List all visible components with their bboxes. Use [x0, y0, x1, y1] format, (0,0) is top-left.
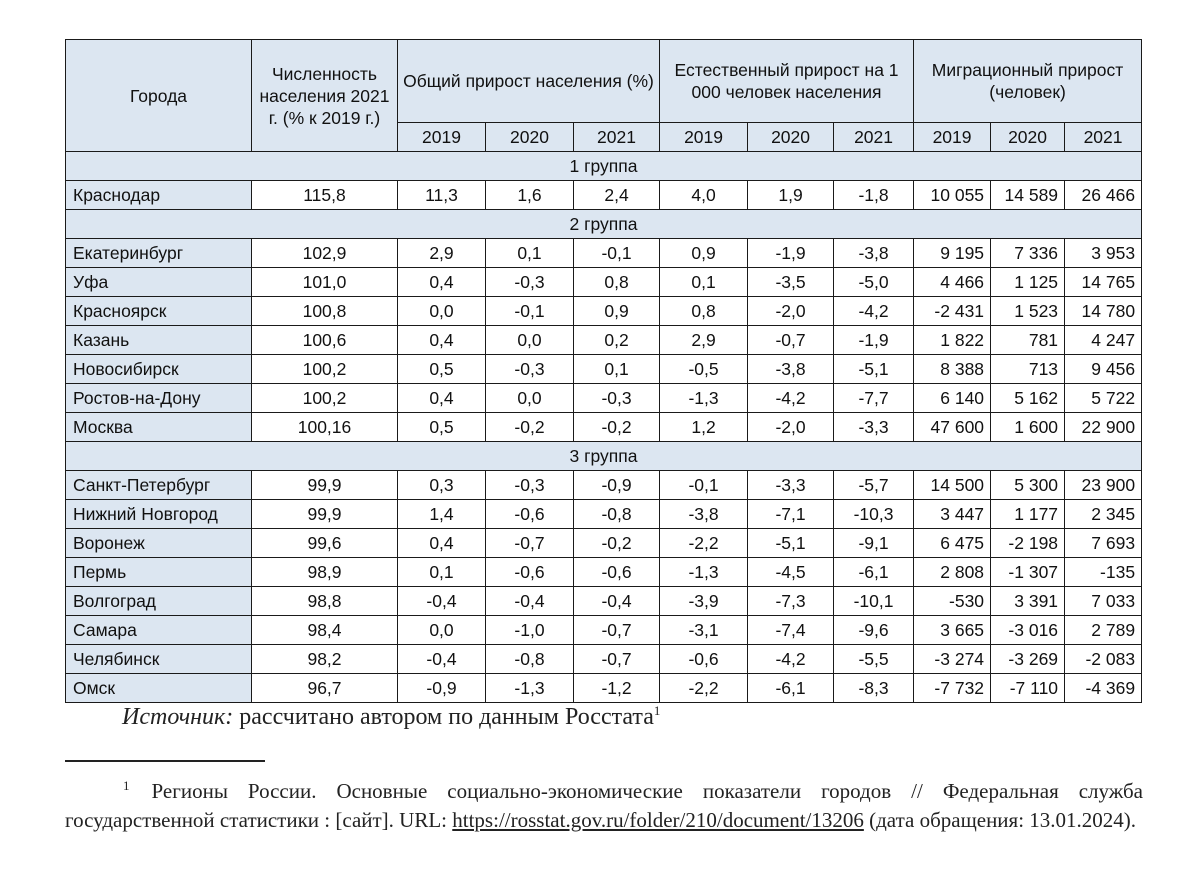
value-cell: 98,9 [252, 558, 398, 587]
value-cell: -1,9 [748, 239, 834, 268]
value-cell: -1,3 [660, 384, 748, 413]
table-row [66, 674, 1142, 703]
value-cell: -530 [914, 587, 991, 616]
value-cell: -0,6 [486, 500, 574, 529]
group-row [66, 442, 1142, 471]
value-cell: 4 247 [1065, 326, 1142, 355]
population-table [65, 39, 1142, 703]
value-cell: -1,9 [834, 326, 914, 355]
value-cell: -5,7 [834, 471, 914, 500]
value-cell: -0,1 [574, 239, 660, 268]
value-cell: -9,6 [834, 616, 914, 645]
value-cell: 2 808 [914, 558, 991, 587]
value-cell: -3,5 [748, 268, 834, 297]
header-total-growth: Общий прирост населения (%) [398, 40, 660, 123]
city-name-cell: Казань [66, 326, 252, 355]
value-cell: -0,2 [574, 529, 660, 558]
value-cell: 14 765 [1065, 268, 1142, 297]
value-cell: 100,2 [252, 384, 398, 413]
value-cell: 14 780 [1065, 297, 1142, 326]
value-cell: -0,3 [486, 268, 574, 297]
value-cell: -3 016 [991, 616, 1065, 645]
city-name-cell: Краснодар [66, 181, 252, 210]
value-cell: -2,2 [660, 674, 748, 703]
value-cell: 0,0 [398, 297, 486, 326]
value-cell: -7,1 [748, 500, 834, 529]
value-cell: -1,0 [486, 616, 574, 645]
table-row [66, 181, 1142, 210]
city-name-cell: Новосибирск [66, 355, 252, 384]
group-title: 1 группа [66, 152, 1142, 181]
value-cell: -0,4 [574, 587, 660, 616]
value-cell: 713 [991, 355, 1065, 384]
value-cell: -0,6 [660, 645, 748, 674]
value-cell: -0,7 [748, 326, 834, 355]
value-cell: 0,4 [398, 326, 486, 355]
value-cell: -0,9 [398, 674, 486, 703]
value-cell: 0,0 [486, 326, 574, 355]
value-cell: -0,8 [486, 645, 574, 674]
value-cell: 10 055 [914, 181, 991, 210]
value-cell: 0,5 [398, 413, 486, 442]
table-row [66, 297, 1142, 326]
value-cell: 0,4 [398, 384, 486, 413]
table-row [66, 616, 1142, 645]
value-cell: 0,9 [660, 239, 748, 268]
header-year: 2021 [1065, 123, 1142, 152]
value-cell: -3,3 [834, 413, 914, 442]
value-cell: 5 162 [991, 384, 1065, 413]
value-cell: 3 447 [914, 500, 991, 529]
value-cell: 23 900 [1065, 471, 1142, 500]
header-population: Численность населения 2021 г. (% к 2019 г.) [252, 40, 398, 152]
value-cell: -5,1 [748, 529, 834, 558]
value-cell: -7,4 [748, 616, 834, 645]
value-cell: 1 177 [991, 500, 1065, 529]
value-cell: 1,9 [748, 181, 834, 210]
value-cell: 0,0 [398, 616, 486, 645]
table-row [66, 384, 1142, 413]
value-cell: 98,4 [252, 616, 398, 645]
value-cell: 96,7 [252, 674, 398, 703]
value-cell: 781 [991, 326, 1065, 355]
value-cell: 5 722 [1065, 384, 1142, 413]
value-cell: -6,1 [834, 558, 914, 587]
value-cell: 2,4 [574, 181, 660, 210]
value-cell: 99,9 [252, 500, 398, 529]
value-cell: 2 345 [1065, 500, 1142, 529]
value-cell: 100,2 [252, 355, 398, 384]
header-year: 2020 [748, 123, 834, 152]
header-year: 2019 [660, 123, 748, 152]
city-name-cell: Пермь [66, 558, 252, 587]
value-cell: -3 269 [991, 645, 1065, 674]
value-cell: -0,3 [574, 384, 660, 413]
value-cell: -0,8 [574, 500, 660, 529]
value-cell: -0,3 [486, 471, 574, 500]
value-cell: 7 336 [991, 239, 1065, 268]
value-cell: 0,1 [660, 268, 748, 297]
city-name-cell: Челябинск [66, 645, 252, 674]
value-cell: -2 431 [914, 297, 991, 326]
value-cell: 5 300 [991, 471, 1065, 500]
source-text: рассчитано автором по данным Росстата [233, 704, 654, 730]
value-cell: 0,2 [574, 326, 660, 355]
value-cell: -0,5 [660, 355, 748, 384]
city-name-cell: Ростов-на-Дону [66, 384, 252, 413]
value-cell: -3,8 [660, 500, 748, 529]
header-year: 2020 [991, 123, 1065, 152]
value-cell: -4,5 [748, 558, 834, 587]
value-cell: -2 198 [991, 529, 1065, 558]
value-cell: 26 466 [1065, 181, 1142, 210]
table-row [66, 529, 1142, 558]
value-cell: -0,7 [486, 529, 574, 558]
value-cell: -0,9 [574, 471, 660, 500]
value-cell: 0,8 [660, 297, 748, 326]
value-cell: 98,2 [252, 645, 398, 674]
header-year: 2019 [398, 123, 486, 152]
value-cell: -0,4 [486, 587, 574, 616]
value-cell: 7 693 [1065, 529, 1142, 558]
value-cell: -0,2 [574, 413, 660, 442]
value-cell: 0,8 [574, 268, 660, 297]
value-cell: -3,3 [748, 471, 834, 500]
header-migration-growth: Миграционный прирост (человек) [914, 40, 1142, 123]
value-cell: 1 523 [991, 297, 1065, 326]
value-cell: -2 083 [1065, 645, 1142, 674]
value-cell: 0,1 [486, 239, 574, 268]
value-cell: -1,3 [486, 674, 574, 703]
table-row [66, 558, 1142, 587]
value-cell: 4 466 [914, 268, 991, 297]
city-name-cell: Воронеж [66, 529, 252, 558]
value-cell: -2,2 [660, 529, 748, 558]
value-cell: 99,6 [252, 529, 398, 558]
value-cell: 3 391 [991, 587, 1065, 616]
footnote-divider [65, 760, 265, 762]
value-cell: -7 732 [914, 674, 991, 703]
value-cell: -2,0 [748, 297, 834, 326]
table-body [66, 152, 1142, 703]
city-name-cell: Самара [66, 616, 252, 645]
table-row [66, 239, 1142, 268]
city-name-cell: Уфа [66, 268, 252, 297]
value-cell: 0,9 [574, 297, 660, 326]
value-cell: 99,9 [252, 471, 398, 500]
value-cell: 11,3 [398, 181, 486, 210]
value-cell: -10,3 [834, 500, 914, 529]
value-cell: 1 125 [991, 268, 1065, 297]
value-cell: -4 369 [1065, 674, 1142, 703]
group-title: 3 группа [66, 442, 1142, 471]
value-cell: -1,3 [660, 558, 748, 587]
value-cell: -3,8 [834, 239, 914, 268]
footnote-link[interactable]: https://rosstat.gov.ru/folder/210/document/13206 [452, 808, 864, 832]
city-name-cell: Екатеринбург [66, 239, 252, 268]
group-row [66, 210, 1142, 239]
value-cell: -0,6 [486, 558, 574, 587]
source-footnote-marker: 1 [653, 703, 661, 718]
value-cell: 14 500 [914, 471, 991, 500]
value-cell: 6 475 [914, 529, 991, 558]
value-cell: 9 456 [1065, 355, 1142, 384]
value-cell: -0,4 [398, 645, 486, 674]
value-cell: 3 953 [1065, 239, 1142, 268]
value-cell: -7,3 [748, 587, 834, 616]
value-cell: 98,8 [252, 587, 398, 616]
table-row [66, 413, 1142, 442]
value-cell: -7 110 [991, 674, 1065, 703]
value-cell: 0,0 [486, 384, 574, 413]
table-row [66, 645, 1142, 674]
value-cell: -10,1 [834, 587, 914, 616]
value-cell: 1 600 [991, 413, 1065, 442]
value-cell: 1,4 [398, 500, 486, 529]
value-cell: 14 589 [991, 181, 1065, 210]
city-name-cell: Москва [66, 413, 252, 442]
value-cell: -4,2 [748, 384, 834, 413]
value-cell: 2,9 [660, 326, 748, 355]
source-label: Источник: [122, 704, 234, 730]
header-city: Города [66, 40, 252, 152]
table-row [66, 587, 1142, 616]
value-cell: -7,7 [834, 384, 914, 413]
city-name-cell: Санкт-Петербург [66, 471, 252, 500]
group-row [66, 152, 1142, 181]
value-cell: -6,1 [748, 674, 834, 703]
value-cell: 0,4 [398, 268, 486, 297]
value-cell: 8 388 [914, 355, 991, 384]
value-cell: -1,8 [834, 181, 914, 210]
city-name-cell: Нижний Новгород [66, 500, 252, 529]
value-cell: -3,9 [660, 587, 748, 616]
value-cell: 3 665 [914, 616, 991, 645]
group-title: 2 группа [66, 210, 1142, 239]
value-cell: 115,8 [252, 181, 398, 210]
value-cell: -0,3 [486, 355, 574, 384]
value-cell: -1 307 [991, 558, 1065, 587]
value-cell: 1,2 [660, 413, 748, 442]
header-year: 2021 [834, 123, 914, 152]
table-row [66, 355, 1142, 384]
value-cell: -9,1 [834, 529, 914, 558]
value-cell: -0,7 [574, 616, 660, 645]
city-name-cell: Красноярск [66, 297, 252, 326]
value-cell: 102,9 [252, 239, 398, 268]
value-cell: 47 600 [914, 413, 991, 442]
value-cell: 6 140 [914, 384, 991, 413]
value-cell: 0,5 [398, 355, 486, 384]
value-cell: 0,4 [398, 529, 486, 558]
value-cell: 101,0 [252, 268, 398, 297]
header-natural-growth: Естественный прирост на 1 000 человек населения [660, 40, 914, 123]
source-note [122, 703, 660, 731]
value-cell: 1 822 [914, 326, 991, 355]
value-cell: -4,2 [834, 297, 914, 326]
value-cell: 100,8 [252, 297, 398, 326]
value-cell: -0,2 [486, 413, 574, 442]
value-cell: -0,7 [574, 645, 660, 674]
value-cell: 4,0 [660, 181, 748, 210]
value-cell: -0,1 [660, 471, 748, 500]
header-year: 2021 [574, 123, 660, 152]
value-cell: -4,2 [748, 645, 834, 674]
value-cell: -3,1 [660, 616, 748, 645]
value-cell: 2,9 [398, 239, 486, 268]
value-cell: 100,6 [252, 326, 398, 355]
table-row [66, 500, 1142, 529]
value-cell: -0,1 [486, 297, 574, 326]
value-cell: -5,0 [834, 268, 914, 297]
header-year: 2019 [914, 123, 991, 152]
value-cell: -1,2 [574, 674, 660, 703]
city-name-cell: Волгоград [66, 587, 252, 616]
value-cell: -8,3 [834, 674, 914, 703]
value-cell: -0,6 [574, 558, 660, 587]
value-cell: 9 195 [914, 239, 991, 268]
footnote-text: Регионы России. Основные социально-экономические показатели городов // Федеральная служба государственной статистики : [сайт]. URL: [65, 779, 1143, 832]
value-cell: 0,1 [574, 355, 660, 384]
footnote [65, 771, 1143, 835]
city-name-cell: Омск [66, 674, 252, 703]
footnote-marker: 1 [123, 778, 130, 793]
value-cell: -5,1 [834, 355, 914, 384]
value-cell: 100,16 [252, 413, 398, 442]
table-row [66, 268, 1142, 297]
value-cell: -135 [1065, 558, 1142, 587]
value-cell: 22 900 [1065, 413, 1142, 442]
footnote-tail: (дата обращения: 13.01.2024). [863, 808, 1137, 832]
value-cell: 0,3 [398, 471, 486, 500]
value-cell: -3,8 [748, 355, 834, 384]
value-cell: -0,4 [398, 587, 486, 616]
value-cell: -5,5 [834, 645, 914, 674]
value-cell: -2,0 [748, 413, 834, 442]
table-row [66, 326, 1142, 355]
value-cell: 1,6 [486, 181, 574, 210]
value-cell: 2 789 [1065, 616, 1142, 645]
value-cell: 0,1 [398, 558, 486, 587]
value-cell: 7 033 [1065, 587, 1142, 616]
value-cell: -3 274 [914, 645, 991, 674]
header-year: 2020 [486, 123, 574, 152]
table-row [66, 471, 1142, 500]
